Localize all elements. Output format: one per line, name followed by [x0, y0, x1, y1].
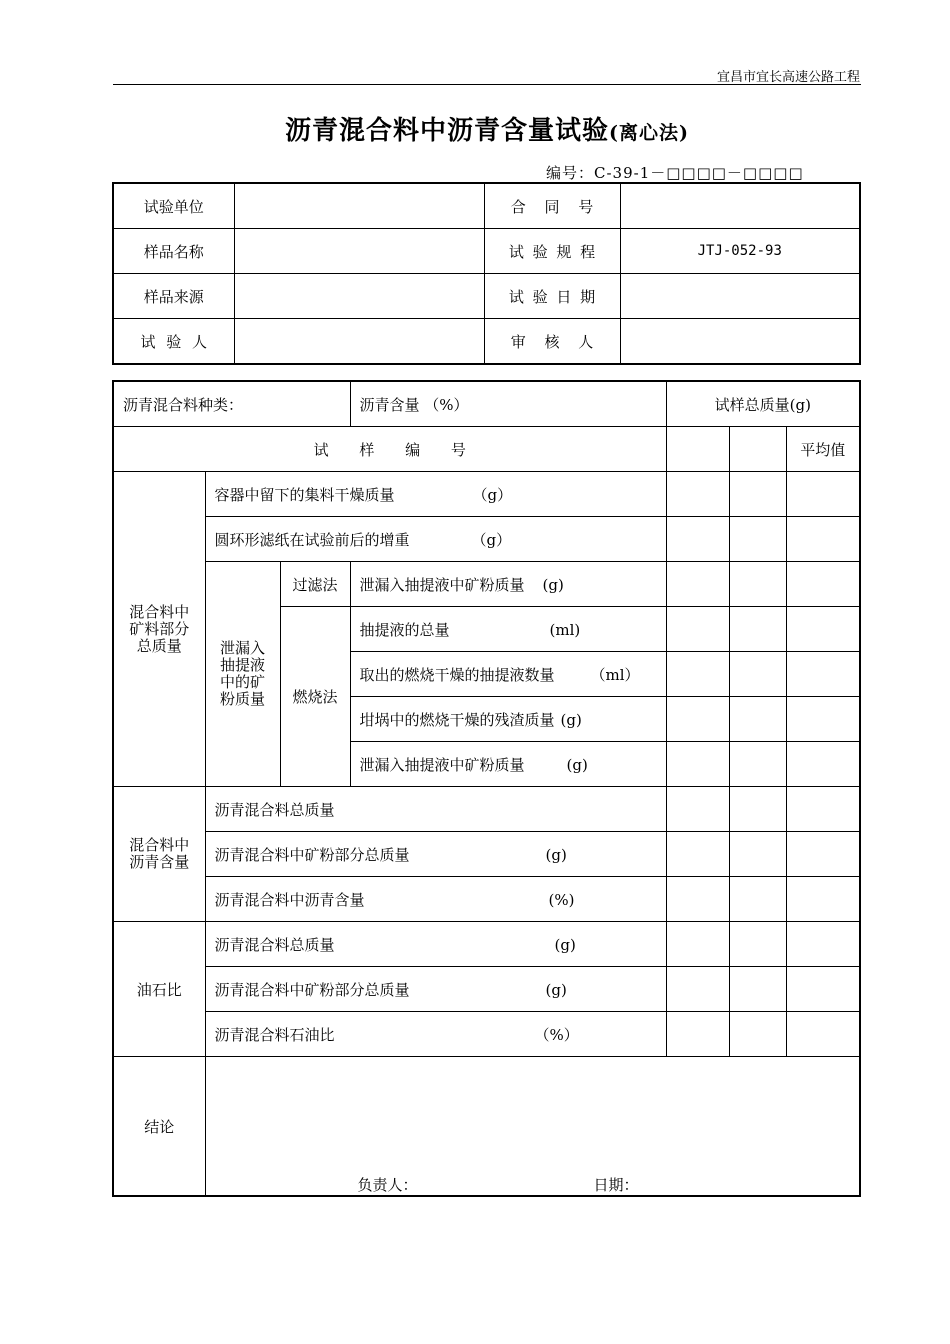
- data-cell[interactable]: [666, 517, 729, 562]
- unit-label: 试验单位: [113, 183, 234, 229]
- sample-no-row: [113, 427, 860, 472]
- table-row: [113, 877, 860, 922]
- table-row: [113, 832, 860, 877]
- info-row: [113, 229, 860, 274]
- row-text: [205, 517, 666, 562]
- data-cell[interactable]: [786, 517, 860, 562]
- filter-label: 过滤法: [280, 562, 350, 607]
- data-cell[interactable]: [786, 832, 860, 877]
- data-cell[interactable]: [666, 967, 729, 1012]
- mix-type-label: 沥青混合料种类：: [113, 381, 350, 427]
- data-cell[interactable]: [786, 787, 860, 832]
- group2-label-text: 混合料中沥青含量: [129, 836, 190, 871]
- sample-cell[interactable]: [729, 427, 786, 472]
- title-main: 沥青混合料中沥青含量试验: [285, 116, 610, 146]
- row-text: [205, 832, 666, 877]
- leak-label: [205, 562, 280, 787]
- sample-name-label: 样品名称: [113, 229, 234, 274]
- total-mass-label: 试样总质量(g): [666, 381, 860, 427]
- average-label: 平均值: [786, 427, 860, 472]
- data-cell[interactable]: [786, 967, 860, 1012]
- data-cell[interactable]: [729, 1012, 786, 1057]
- responsible-label: 负责人：: [357, 1176, 418, 1194]
- data-cell[interactable]: [786, 472, 860, 517]
- spec-value[interactable]: JTJ-052-93: [620, 229, 860, 274]
- table-row: [113, 472, 860, 517]
- data-cell[interactable]: [729, 742, 786, 787]
- group3-label: 油石比: [113, 922, 205, 1057]
- data-cell[interactable]: [729, 517, 786, 562]
- row-text: [205, 877, 666, 922]
- row-text: [205, 787, 666, 832]
- data-cell[interactable]: [666, 922, 729, 967]
- date-value[interactable]: [620, 274, 860, 319]
- data-cell[interactable]: [729, 562, 786, 607]
- tester-label: 试 验 人: [113, 319, 234, 365]
- table-row: [113, 562, 860, 607]
- data-cell[interactable]: [666, 787, 729, 832]
- row-unit: (g): [542, 575, 564, 594]
- data-cell[interactable]: [729, 832, 786, 877]
- row-label: 沥青混合料石油比: [214, 1025, 335, 1044]
- row-text: [205, 472, 666, 517]
- row-label: 泄漏入抽提液中矿粉质量: [359, 575, 525, 594]
- row-text: [350, 697, 666, 742]
- tester-value[interactable]: [234, 319, 484, 365]
- data-cell[interactable]: [786, 742, 860, 787]
- row-unit: (g): [545, 845, 567, 864]
- row-label: 取出的燃烧干燥的抽提液数量: [359, 665, 555, 684]
- row-text: [205, 922, 666, 967]
- source-label: 样品来源: [113, 274, 234, 319]
- page-title: [113, 110, 861, 147]
- row-unit: （g）: [472, 485, 513, 504]
- info-table: [112, 182, 861, 365]
- row-unit: （g）: [471, 530, 512, 549]
- info-row: [113, 319, 860, 365]
- data-cell[interactable]: [729, 922, 786, 967]
- data-cell[interactable]: [786, 562, 860, 607]
- leak-label-text: 泄漏入抽提液中的矿粉质量: [219, 639, 265, 708]
- table-row: [113, 967, 860, 1012]
- row-label: 沥青混合料中沥青含量: [214, 890, 365, 909]
- conclusion-area: [206, 1057, 860, 1195]
- data-cell[interactable]: [666, 877, 729, 922]
- data-cell[interactable]: [786, 607, 860, 652]
- data-cell[interactable]: [729, 652, 786, 697]
- table-row: [113, 787, 860, 832]
- data-cell[interactable]: [786, 922, 860, 967]
- contract-value[interactable]: [620, 183, 860, 229]
- row-label: 容器中留下的集料干燥质量: [214, 485, 395, 504]
- data-cell[interactable]: [666, 1012, 729, 1057]
- data-cell[interactable]: [666, 742, 729, 787]
- burn-label: 燃烧法: [280, 607, 350, 787]
- row-text: [350, 607, 666, 652]
- info-row: [113, 183, 860, 229]
- row-label: 沥青混合料总质量: [214, 935, 335, 954]
- row-label: 泄漏入抽提液中矿粉质量: [359, 755, 525, 774]
- reviewer-value[interactable]: [620, 319, 860, 365]
- header-divider: [113, 84, 861, 85]
- data-cell[interactable]: [729, 697, 786, 742]
- info-row: [113, 274, 860, 319]
- row-unit: (g): [554, 935, 576, 954]
- reviewer-label: 审 核 人: [484, 319, 620, 365]
- date-label: 试 验 日 期: [484, 274, 620, 319]
- row-text: [205, 967, 666, 1012]
- source-value[interactable]: [234, 274, 484, 319]
- test-table: [112, 380, 861, 1197]
- row-unit: (g): [560, 710, 582, 729]
- table-row: [113, 1012, 860, 1057]
- contract-label: 合 同 号: [484, 183, 620, 229]
- row-text: [350, 742, 666, 787]
- data-cell[interactable]: [786, 1012, 860, 1057]
- date-sign-label: 日期：: [593, 1176, 639, 1194]
- row-unit: (g): [566, 755, 588, 774]
- unit-value[interactable]: [234, 183, 484, 229]
- conclusion-row: [113, 1057, 860, 1197]
- row-label: 沥青混合料中矿粉部分总质量: [214, 980, 410, 999]
- row-unit: (ml): [549, 620, 581, 639]
- group1-label-text: 混合料中矿料部分总质量: [129, 602, 190, 655]
- data-cell[interactable]: [666, 697, 729, 742]
- title-sub: (离心法): [609, 122, 689, 144]
- data-cell[interactable]: [666, 652, 729, 697]
- row-unit: (g): [545, 980, 567, 999]
- row-unit: (%): [548, 890, 575, 909]
- project-name: 宜昌市宜长高速公路工程: [716, 70, 860, 85]
- data-cell[interactable]: [729, 877, 786, 922]
- test-header-row: [113, 381, 860, 427]
- conclusion-label: 结论: [113, 1057, 205, 1197]
- data-cell[interactable]: [786, 877, 860, 922]
- data-cell[interactable]: [729, 967, 786, 1012]
- data-cell[interactable]: [666, 607, 729, 652]
- data-cell[interactable]: [729, 787, 786, 832]
- row-text: [350, 652, 666, 697]
- data-cell[interactable]: [786, 697, 860, 742]
- table-row: [113, 517, 860, 562]
- spec-label: 试 验 规 程: [484, 229, 620, 274]
- table-row: [113, 922, 860, 967]
- group1-label: [113, 472, 205, 787]
- row-unit: （ml）: [590, 665, 640, 684]
- row-label: 沥青混合料中矿粉部分总质量: [214, 845, 410, 864]
- sample-no-label: 试 样 编 号: [113, 427, 666, 472]
- row-label: 沥青混合料总质量: [214, 800, 335, 819]
- group2-label: [113, 787, 205, 922]
- row-label: 抽提液的总量: [359, 620, 450, 639]
- data-cell[interactable]: [666, 832, 729, 877]
- data-cell[interactable]: [666, 562, 729, 607]
- row-text: [350, 562, 666, 607]
- sample-cell[interactable]: [666, 427, 729, 472]
- document-code: 编号：C-39-1－□□□□－□□□□: [546, 164, 804, 182]
- data-cell[interactable]: [729, 607, 786, 652]
- data-cell[interactable]: [786, 652, 860, 697]
- row-unit: （%）: [534, 1025, 579, 1044]
- data-cell[interactable]: [729, 472, 786, 517]
- row-text: [205, 1012, 666, 1057]
- conclusion-cell[interactable]: [205, 1057, 860, 1197]
- data-cell[interactable]: [666, 472, 729, 517]
- row-label: 坩埚中的燃烧干燥的残渣质量: [359, 710, 555, 729]
- asphalt-content-label: 沥青含量 （%）: [350, 381, 666, 427]
- row-label: 圆环形滤纸在试验前后的增重: [214, 530, 410, 549]
- sample-name-value[interactable]: [234, 229, 484, 274]
